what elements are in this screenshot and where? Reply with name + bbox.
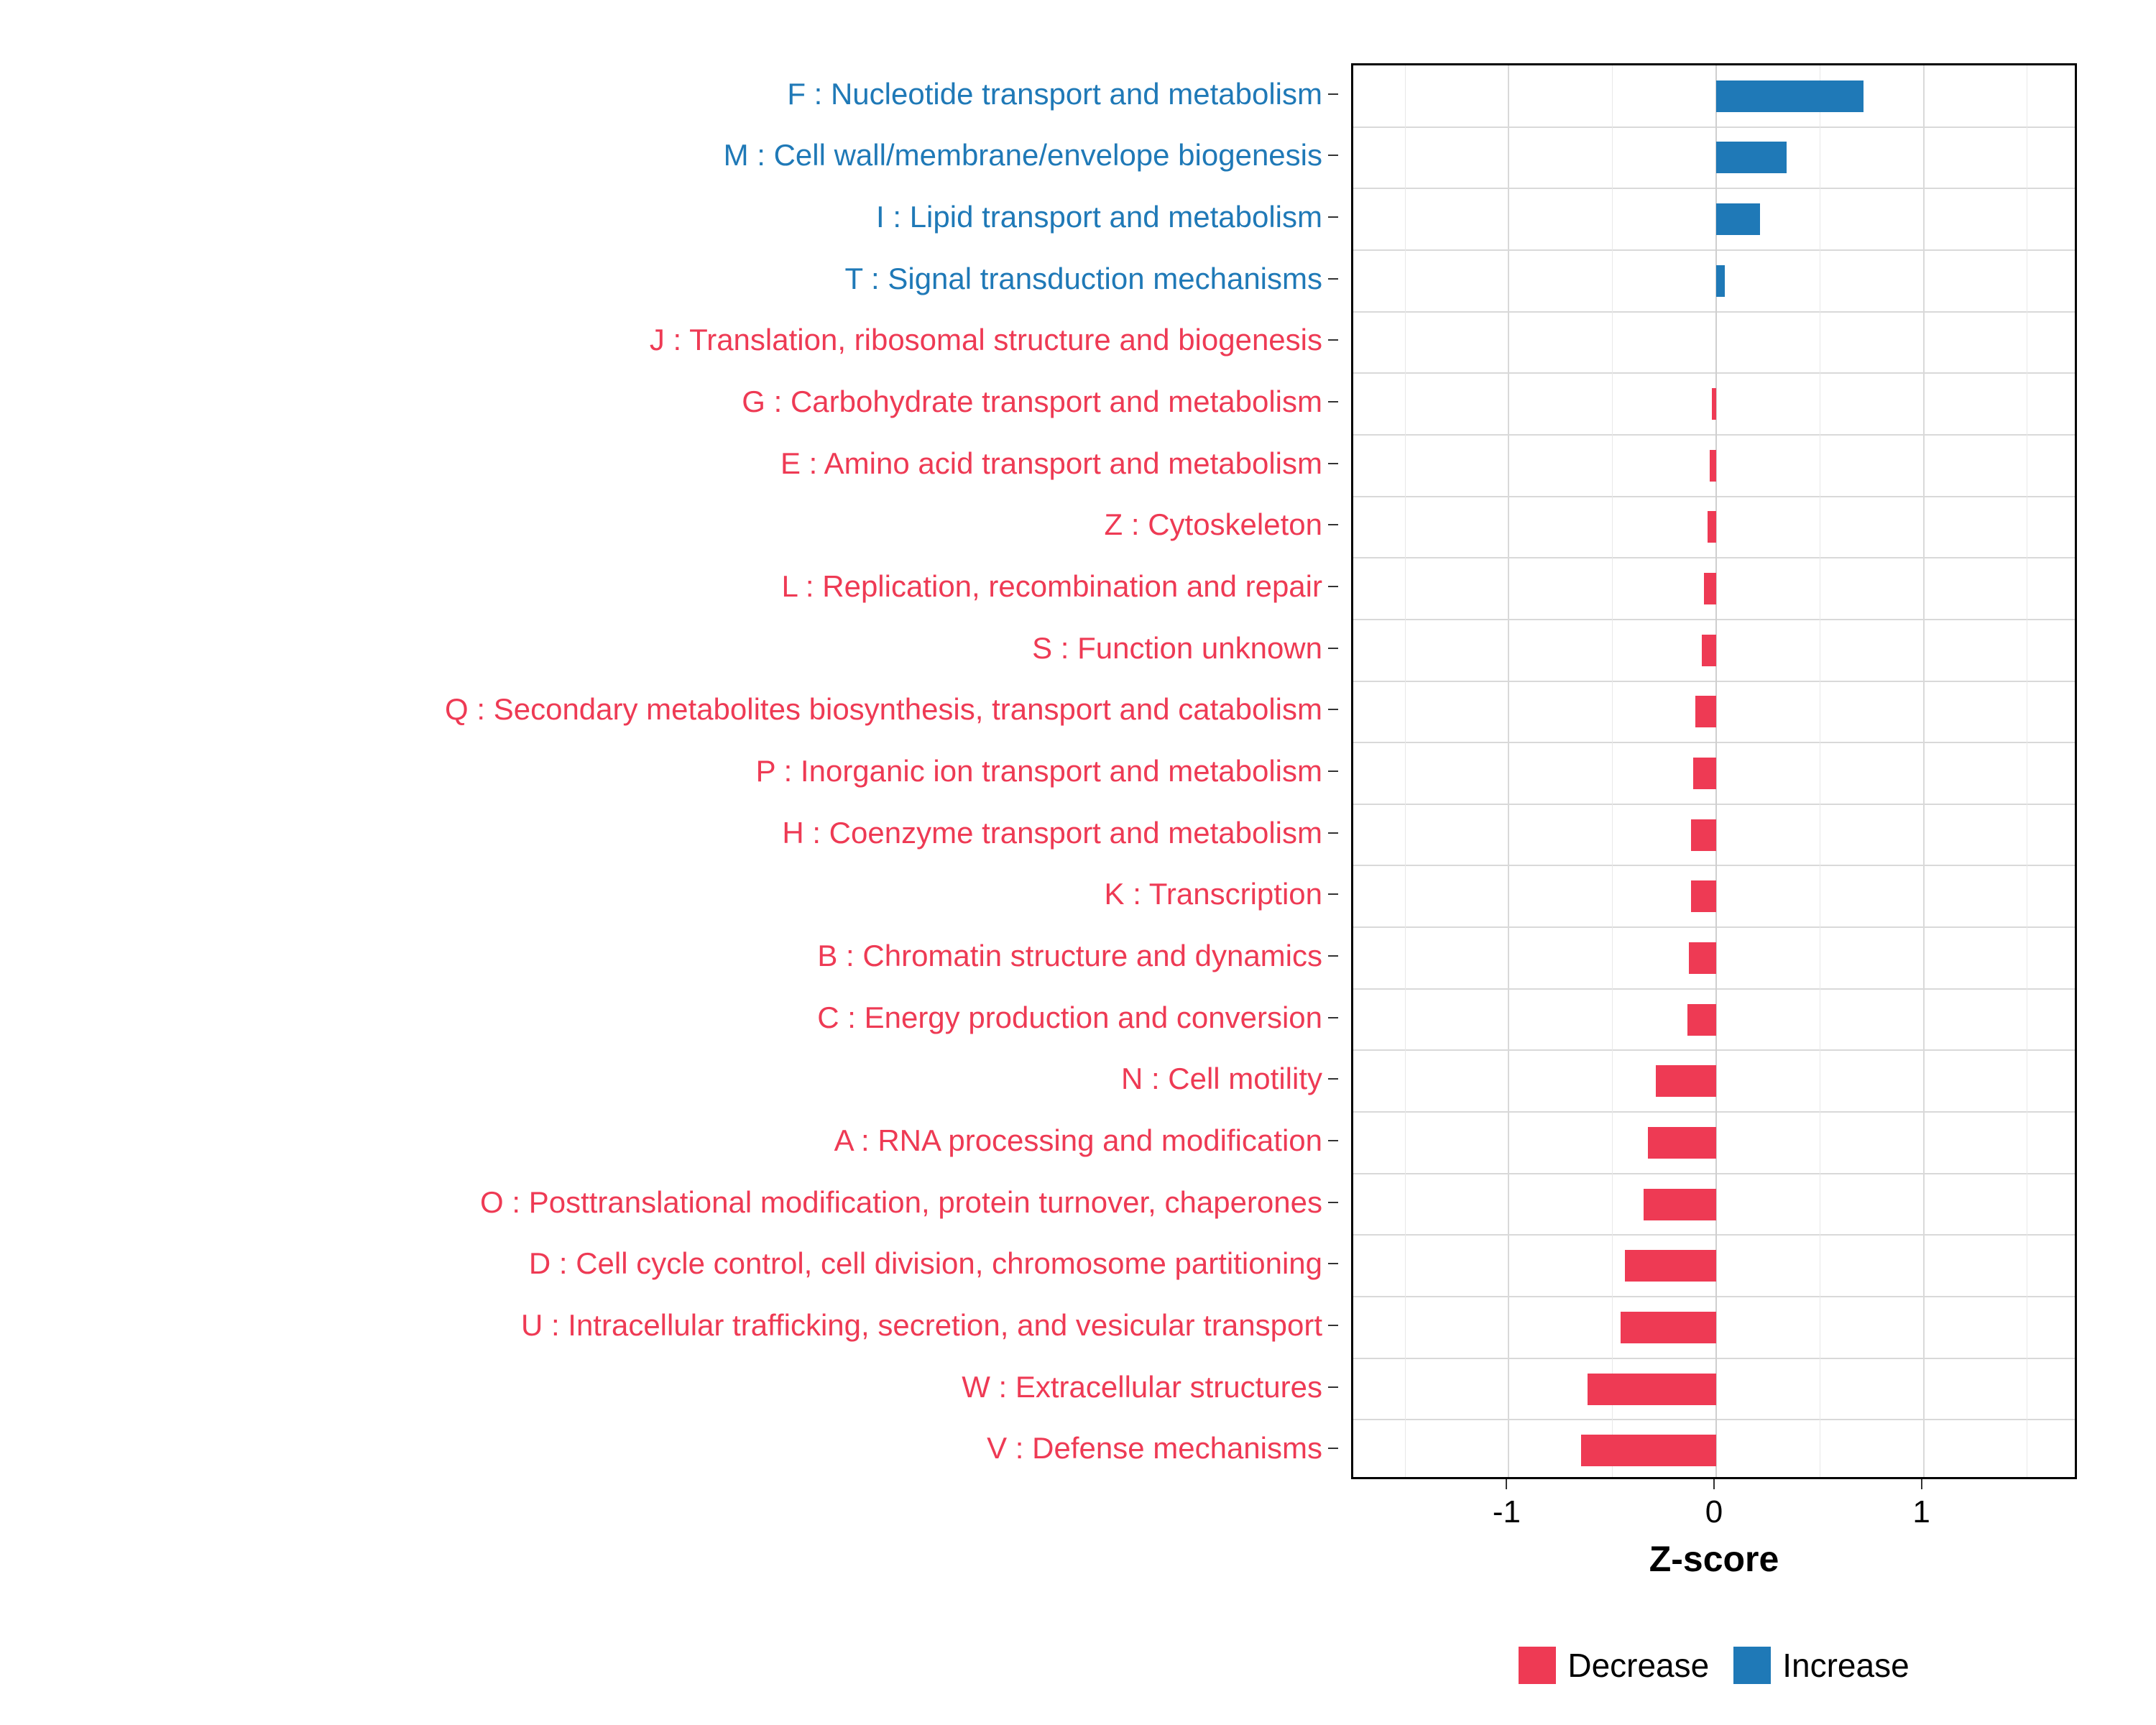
bar — [1716, 142, 1787, 173]
y-axis-tick-label: L : Replication, recombination and repair — [781, 569, 1322, 604]
y-axis-tick-mark — [1328, 648, 1338, 649]
gridline-horizontal — [1353, 557, 2075, 558]
y-axis-tick-mark — [1328, 339, 1338, 341]
y-axis-tick-label: V : Defense mechanisms — [987, 1431, 1322, 1466]
y-axis-tick-mark — [1328, 832, 1338, 834]
gridline-horizontal — [1353, 742, 2075, 743]
y-axis-tick-label: T : Signal transduction mechanisms — [844, 261, 1322, 295]
legend-item-decrease — [1519, 1646, 1709, 1685]
y-axis-tick-label: H : Coenzyme transport and metabolism — [782, 815, 1322, 850]
gridline-horizontal — [1353, 988, 2075, 990]
bar — [1712, 388, 1716, 420]
gridline-horizontal — [1353, 496, 2075, 497]
bar — [1691, 819, 1716, 851]
gridline-horizontal — [1353, 1419, 2075, 1420]
bar — [1716, 80, 1864, 112]
bar — [1625, 1250, 1716, 1282]
gridline-horizontal — [1353, 1296, 2075, 1297]
y-axis-tick-mark — [1328, 709, 1338, 710]
y-axis-tick-label: A : RNA processing and modification — [834, 1123, 1322, 1157]
plot-panel — [1351, 63, 2077, 1479]
gridline-horizontal — [1353, 1049, 2075, 1051]
y-axis-tick-label: S : Function unknown — [1032, 630, 1322, 665]
y-axis-tick-label: P : Inorganic ion transport and metabolism — [755, 754, 1322, 788]
y-axis-tick-label: M : Cell wall/membrane/envelope biogenesis — [723, 138, 1322, 172]
y-axis-tick-mark — [1328, 401, 1338, 402]
gridline-horizontal — [1353, 681, 2075, 682]
legend — [1351, 1646, 2077, 1685]
gridline-horizontal — [1353, 1173, 2075, 1174]
y-axis-labels — [0, 63, 1338, 1479]
y-axis-tick-label: I : Lipid transport and metabolism — [876, 200, 1322, 234]
x-axis-tick-label: 1 — [1912, 1494, 1930, 1530]
gridline-horizontal — [1353, 188, 2075, 189]
bar — [1716, 265, 1725, 297]
bar — [1695, 696, 1716, 727]
bar — [1648, 1127, 1716, 1159]
legend-label-decrease: Decrease — [1567, 1647, 1710, 1684]
x-axis-tick-mark — [1921, 1479, 1922, 1489]
gridline-horizontal — [1353, 804, 2075, 805]
x-axis-tick-label: 0 — [1705, 1494, 1723, 1530]
gridline-vertical-major — [1923, 65, 1925, 1477]
y-axis-tick-label: B : Chromatin structure and dynamics — [817, 938, 1322, 972]
y-axis-tick-mark — [1328, 1325, 1338, 1326]
y-axis-tick-mark — [1328, 1017, 1338, 1018]
y-axis-tick-mark — [1328, 155, 1338, 156]
legend-swatch-increase-icon — [1733, 1647, 1771, 1684]
gridline-horizontal — [1353, 926, 2075, 928]
y-axis-tick-mark — [1328, 1140, 1338, 1141]
bar — [1621, 1312, 1716, 1343]
y-axis-tick-mark — [1328, 955, 1338, 957]
y-axis-tick-mark — [1328, 1078, 1338, 1080]
y-axis-tick-mark — [1328, 1386, 1338, 1388]
y-axis-tick-label: E : Amino acid transport and metabolism — [780, 446, 1322, 480]
gridline-horizontal — [1353, 1111, 2075, 1113]
bar — [1588, 1374, 1716, 1405]
y-axis-tick-mark — [1328, 216, 1338, 218]
gridline-horizontal — [1353, 126, 2075, 128]
gridline-vertical-minor — [1612, 65, 1613, 1477]
bar — [1581, 1435, 1716, 1466]
y-axis-tick-label: Z : Cytoskeleton — [1104, 507, 1322, 542]
y-axis-tick-label: G : Carbohydrate transport and metabolism — [742, 385, 1322, 419]
bar — [1689, 942, 1716, 974]
bar — [1710, 450, 1716, 482]
gridline-horizontal — [1353, 249, 2075, 251]
x-axis-title: Z-score — [1649, 1539, 1779, 1579]
y-axis-tick-label: D : Cell cycle control, cell division, chromosome partitioning — [528, 1246, 1322, 1281]
gridline-horizontal — [1353, 311, 2075, 313]
bar — [1687, 1004, 1716, 1036]
bar — [1693, 758, 1716, 789]
y-axis-tick-mark — [1328, 770, 1338, 772]
bar — [1708, 511, 1716, 543]
x-axis-tick-mark — [1506, 1479, 1507, 1489]
gridline-horizontal — [1353, 1234, 2075, 1236]
x-axis-tick-label: -1 — [1492, 1494, 1521, 1530]
y-axis-tick-label: O : Posttranslational modification, protein turnover, chaperones — [480, 1184, 1322, 1219]
bar — [1644, 1189, 1716, 1220]
y-axis-tick-label: W : Extracellular structures — [962, 1369, 1322, 1404]
y-axis-tick-label: N : Cell motility — [1120, 1062, 1322, 1096]
gridline-vertical-minor — [1405, 65, 1406, 1477]
y-axis-tick-mark — [1328, 93, 1338, 95]
bar — [1656, 1065, 1716, 1097]
legend-label-increase: Increase — [1782, 1647, 1909, 1684]
y-axis-tick-label: Q : Secondary metabolites biosynthesis, transport and catabolism — [445, 692, 1322, 727]
legend-item-increase — [1733, 1646, 1909, 1685]
y-axis-tick-label: C : Energy production and conversion — [817, 1000, 1322, 1034]
y-axis-tick-mark — [1328, 586, 1338, 587]
y-axis-tick-label: U : Intracellular trafficking, secretion, and vesicular transport — [520, 1307, 1322, 1342]
gridline-vertical-major — [1508, 65, 1509, 1477]
y-axis-tick-mark — [1328, 1202, 1338, 1203]
legend-swatch-decrease-icon — [1519, 1647, 1556, 1684]
y-axis-tick-mark — [1328, 463, 1338, 464]
gridline-horizontal — [1353, 1358, 2075, 1359]
x-axis-tick-mark — [1713, 1479, 1715, 1489]
gridline-horizontal — [1353, 865, 2075, 866]
y-axis-tick-mark — [1328, 278, 1338, 280]
bar — [1704, 573, 1716, 604]
gridline-horizontal — [1353, 619, 2075, 620]
y-axis-tick-label: F : Nucleotide transport and metabolism — [787, 76, 1322, 111]
bar — [1691, 880, 1716, 912]
y-axis-tick-mark — [1328, 893, 1338, 895]
y-axis-tick-mark — [1328, 524, 1338, 525]
y-axis-tick-label: J : Translation, ribosomal structure and biogenesis — [649, 323, 1322, 357]
bar — [1702, 635, 1716, 666]
gridline-horizontal — [1353, 372, 2075, 374]
gridline-horizontal — [1353, 434, 2075, 436]
y-axis-tick-mark — [1328, 1448, 1338, 1449]
bar — [1716, 203, 1760, 235]
y-axis-tick-mark — [1328, 1263, 1338, 1264]
y-axis-tick-label: K : Transcription — [1104, 877, 1322, 911]
